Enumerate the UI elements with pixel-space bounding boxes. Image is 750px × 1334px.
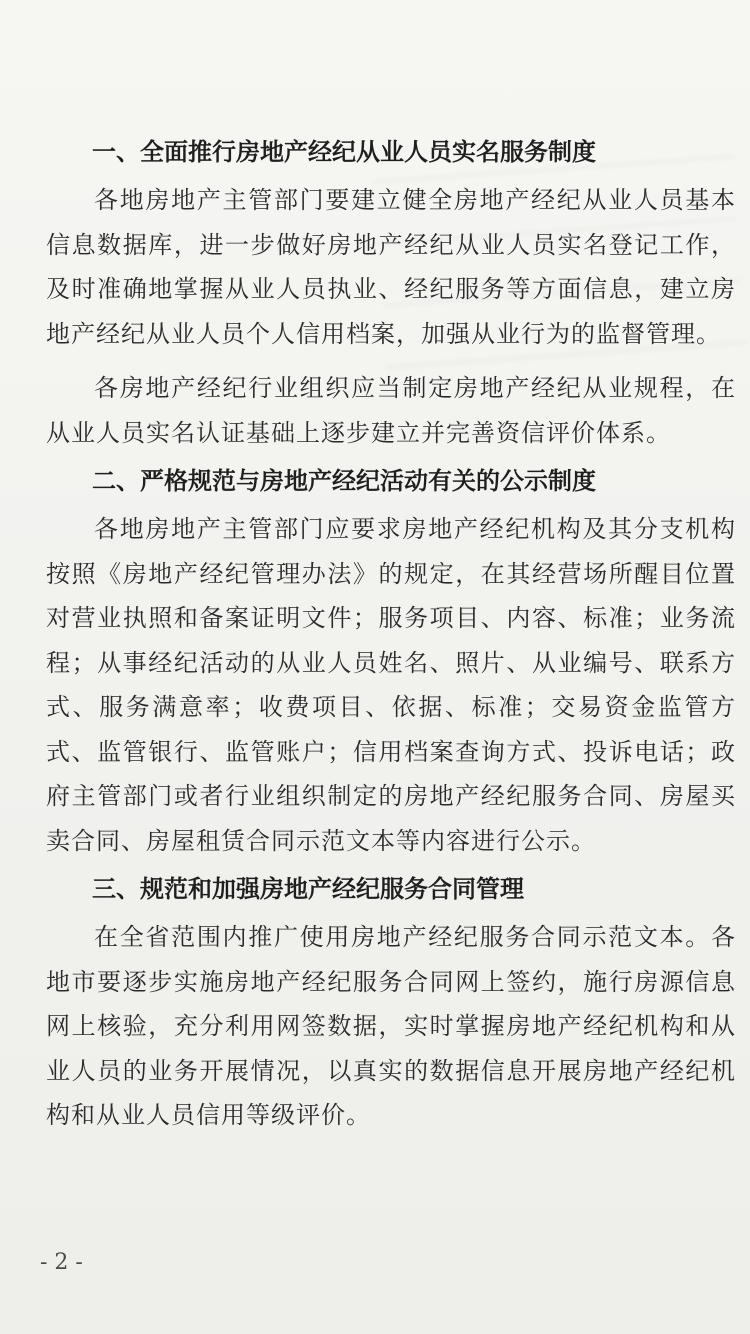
- section-2-paragraph-1: 各地房地产主管部门应要求房地产经纪机构及其分支机构按照《房地产经纪管理办法》的规定，在其经营场所醒目位置对营业执照和备案证明文件；服务项目、内容、标准；业务流程；从事经纪活动的从业人员姓名、照片、从业编号、联系方式、服务满意率；收费项目、依据、标准；交易资金监管方式、监管银行、监管账户；信用档案查询方式、投诉电话；政府主管部门或者行业组织制定的房地产经纪服务合同、房屋买卖合同、房屋租赁合同示范文本等内容进行公示。: [46, 515, 736, 855]
- section-1-paragraph-1: 各地房地产主管部门要建立健全房地产经纪从业人员基本信息数据库，进一步做好房地产经纪从业人员实名登记工作，及时准确地掌握从业人员执业、经纪服务等方面信息，建立房地产经纪从业人员个人信用档案，加强从业行为的监督管理。: [46, 186, 736, 348]
- section-1: [46, 126, 736, 455]
- page-number: - 2 -: [40, 1250, 83, 1275]
- section-2: [46, 455, 736, 863]
- section-3: [46, 863, 736, 1138]
- document-body: [46, 126, 736, 1138]
- section-1-heading: 一、全面推行房地产经纪从业人员实名服务制度: [92, 138, 596, 166]
- section-1-paragraph-2: 各房地产经纪行业组织应当制定房地产经纪从业规程，在从业人员实名认证基础上逐步建立并完善资信评价体系。: [46, 374, 736, 447]
- section-3-paragraph-1: 在全省范围内推广使用房地产经纪服务合同示范文本。各地市要逐步实施房地产经纪服务合同网上签约，施行房源信息网上核验，充分利用网签数据，实时掌握房地产经纪机构和从业人员的业务开展情况，以真实的数据信息开展房地产经纪机构和从业人员信用等级评价。: [46, 923, 736, 1129]
- section-3-heading: 三、规范和加强房地产经纪服务合同管理: [92, 875, 524, 903]
- section-2-heading: 二、严格规范与房地产经纪活动有关的公示制度: [92, 467, 596, 495]
